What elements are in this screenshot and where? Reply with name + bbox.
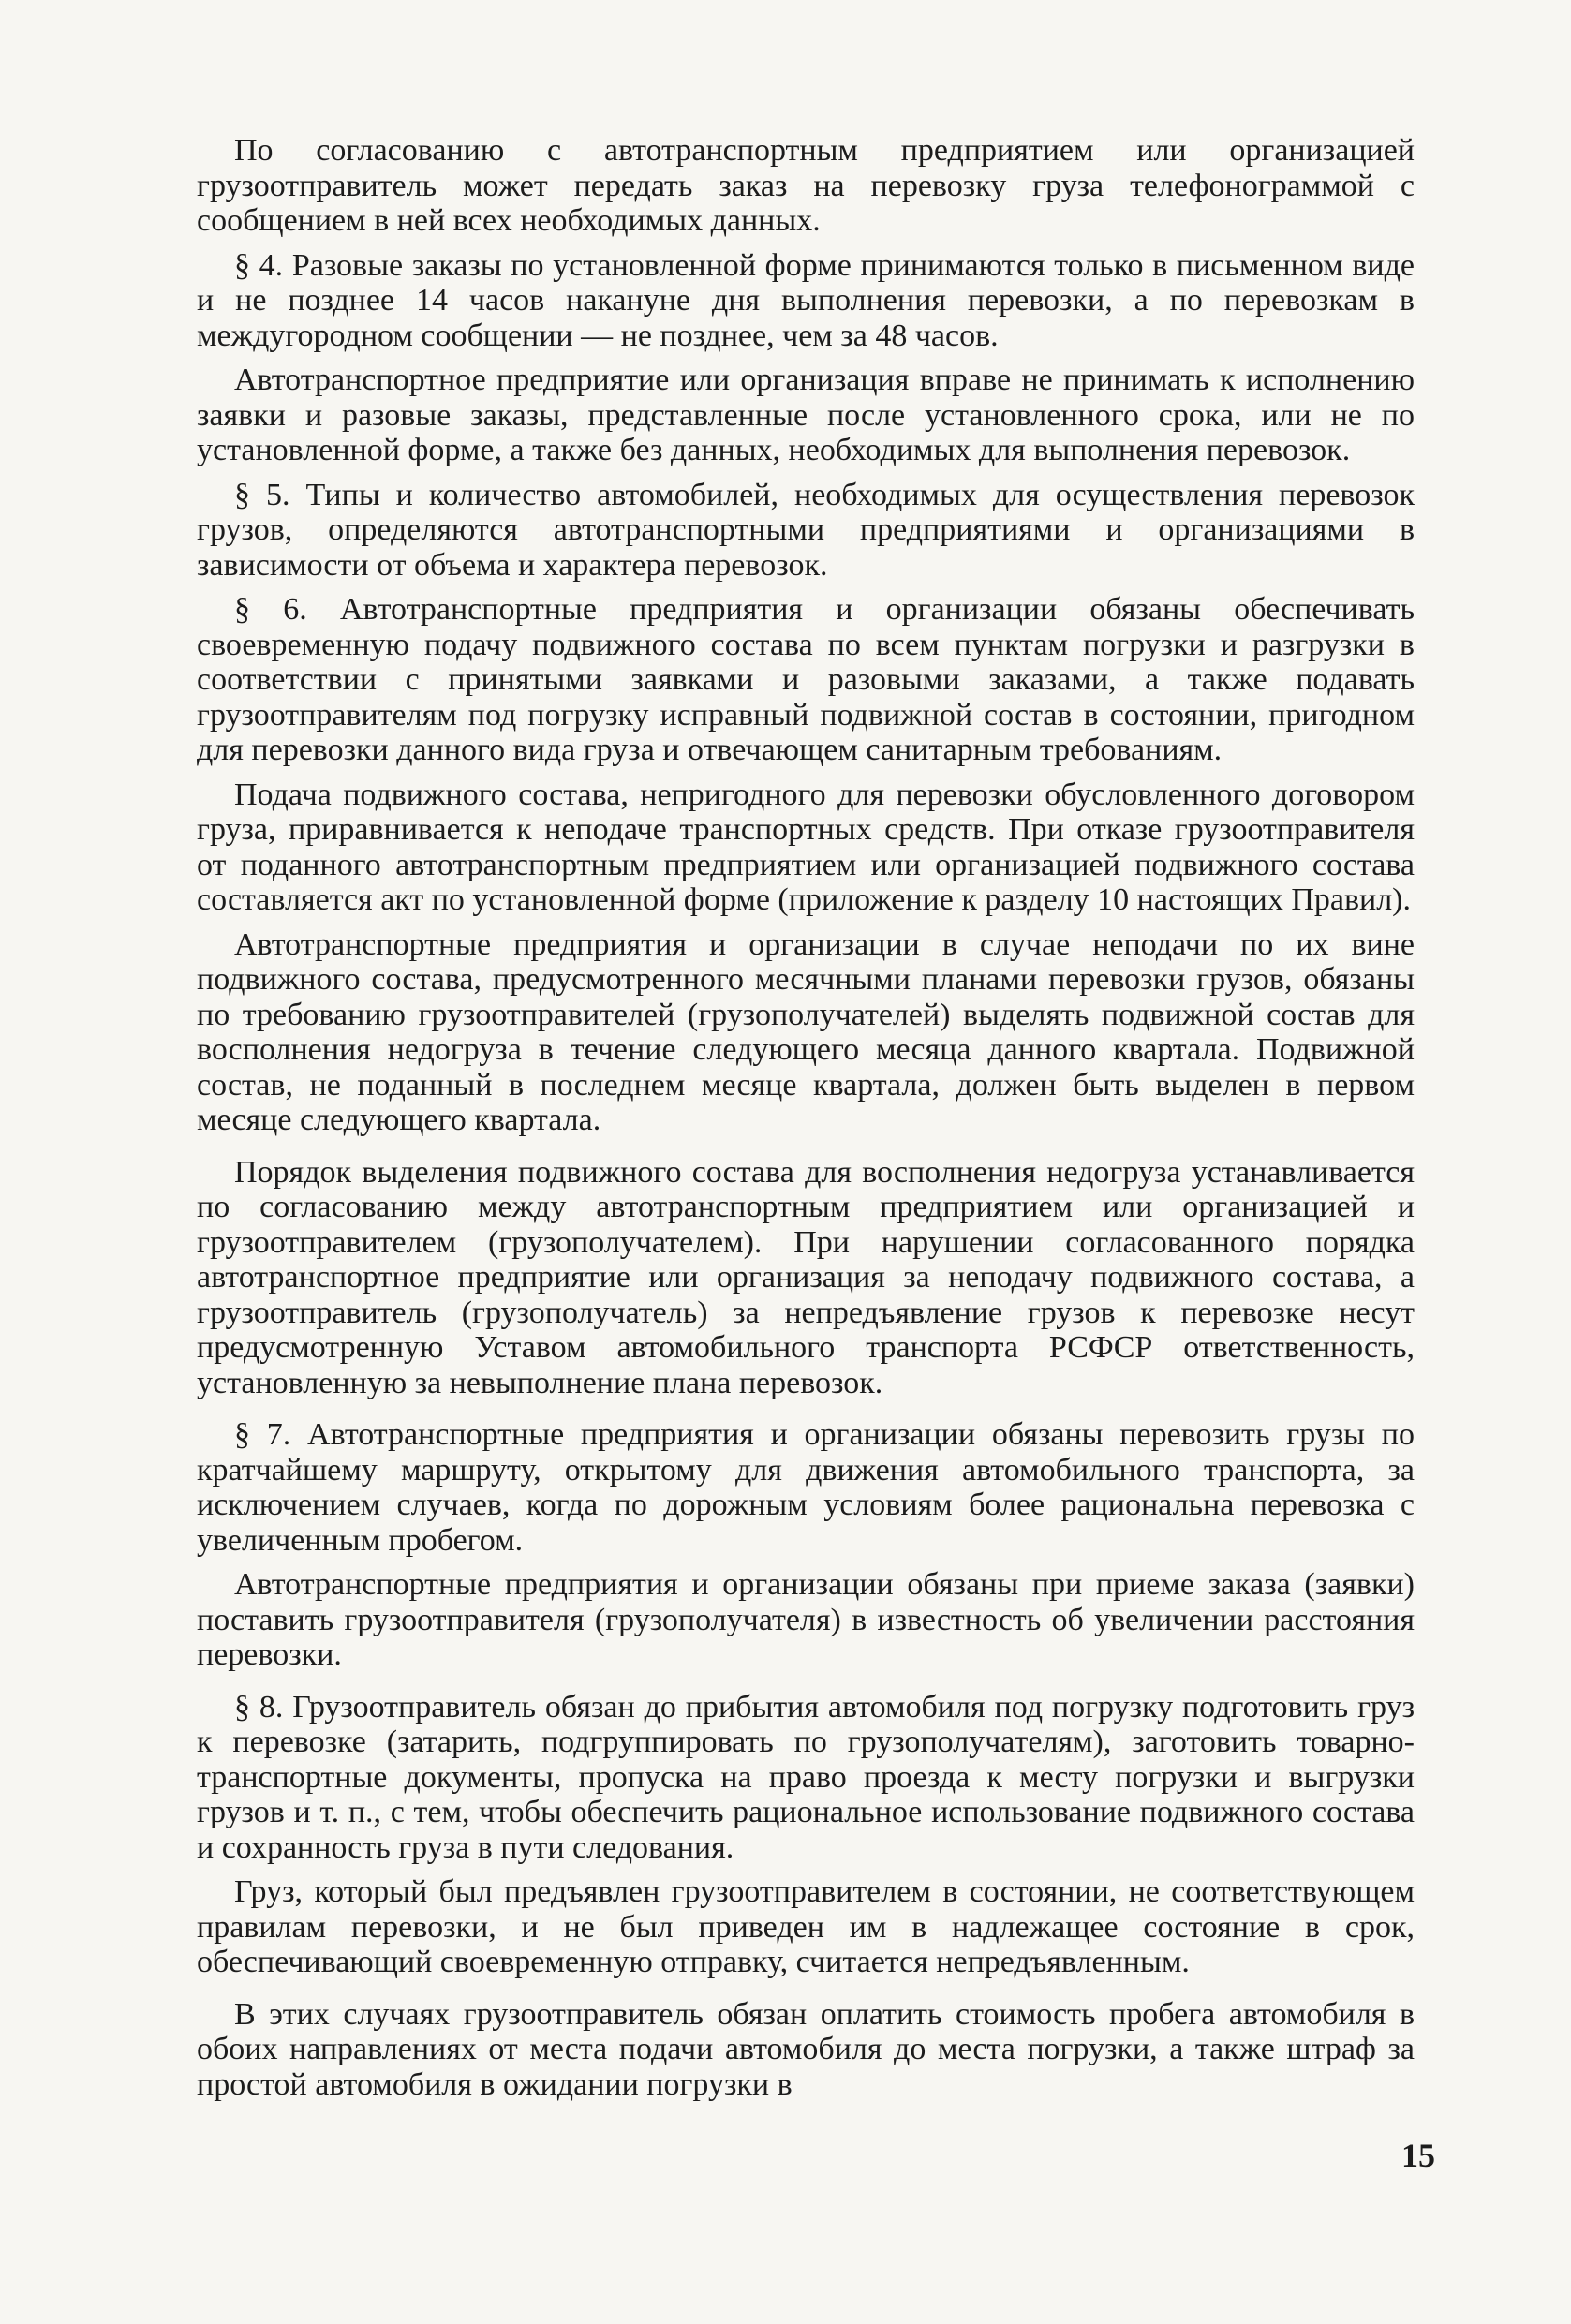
paragraph-non-delivery: Автотранспортные предприятия и организации в случае неподачи по их вине подвижного состава, предусмотренного месячными планами перевозки грузов, обязаны по требованию грузоотправителей (грузополучателей) выделять подвижной состав для восполнения недогруза в течение следующего месяца данного квартала. Подвижной состав, не поданный в последнем месяце квартала, должен быть выделен в первом месяце следующего квартала.	[197, 926, 1415, 1137]
paragraph-payment-obligation: В этих случаях грузоотправитель обязан оплатить стоимость пробега автомобиля в обоих направлениях от места подачи автомобиля до места погрузки, а также штраф за простой автомобиля в ожидании погрузки в	[197, 1996, 1415, 2102]
paragraph-section-6: § 6. Автотранспортные предприятия и организации обязаны обеспечивать своевременную подачу подвижного состава по всем пунктам погрузки и разгрузки в соответствии с принятыми заявками и разовыми заказами, а также подавать грузоотправителям под погрузку исправный подвижной состав в состоянии, пригодном для перевозки данного вида груза и отвечающем санитарным требованиям.	[197, 592, 1415, 767]
page-number: 15	[1401, 2137, 1435, 2174]
paragraph-section-7: § 7. Автотранспортные предприятия и организации обязаны перевозить грузы по кратчайшему маршруту, открытому для движения автомобильного транспорта, за исключением случаев, когда по дорожным условиям более рациональна перевозка с увеличенным пробегом.	[197, 1417, 1415, 1558]
paragraph-allocation-procedure: Порядок выделения подвижного состава для восполнения недогруза устанавливается по согласованию между автотранспортным предприятием или организацией и грузоотправителем (грузополучателем). При нарушении согласованного порядка автотранспортное предприятие или организация за неподачу подвижного состава, а грузоотправитель (грузополучатель) за непредъявление грузов к перевозке несут предусмотренную Уставом автомобильного транспорта РСФСР ответственность, установленную за невыполнение плана перевозок.	[197, 1154, 1415, 1400]
paragraph-refusal-of-orders: Автотранспортное предприятие или организация вправе не принимать к исполнению заявки и разовые заказы, представленные после установленного срока, или не по установленной форме, а также без данных, необходимых для выполнения перевозок.	[197, 363, 1415, 467]
paragraph-section-5: § 5. Типы и количество автомобилей, необходимых для осуществления перевозок грузов, определяются автотранспортными предприятиями и организациями в зависимости от объема и характера перевозок.	[197, 477, 1415, 583]
paragraph-section-8: § 8. Грузоотправитель обязан до прибытия автомобиля под погрузку подготовить груз к перевозке (затарить, подгруппировать по грузополучателям), заготовить товарно-транспортные документы, пропуска на право проезда к месту погрузки и выгрузки грузов и т. п., с тем, чтобы обеспечить рациональное использование подвижного состава и сохранность груза в пути следования.	[197, 1689, 1415, 1865]
paragraph-distance-notice: Автотранспортные предприятия и организации обязаны при приеме заказа (заявки) поставить грузоотправителя (грузополучателя) в известность об увеличении расстояния перевозки.	[197, 1567, 1415, 1672]
document-body	[197, 133, 1415, 2111]
paragraph-unfit-rolling-stock: Подача подвижного состава, непригодного для перевозки обусловленного договором груза, приравнивается к неподаче транспортных средств. При отказе грузоотправителя от поданного автотранспортным предприятием или организацией подвижного состава составляется акт по установленной форме (приложение к разделу 10 настоящих Правил).	[197, 777, 1415, 917]
paragraph-unpresented-cargo: Груз, который был предъявлен грузоотправителем в состоянии, не соответствующем правилам перевозки, и не был приведен им в надлежащее состояние в срок, обеспечивающий своевременную отправку, считается непредъявленным.	[197, 1874, 1415, 1979]
paragraph-telephonogram: По согласованию с автотранспортным предприятием или организацией грузоотправитель может передать заказ на перевозку груза телефонограммой с сообщением в ней всех необходимых данных.	[197, 133, 1415, 238]
paragraph-section-4: § 4. Разовые заказы по установленной форме принимаются только в письменном виде и не позднее 14 часов накануне дня выполнения перевозки, а по перевозкам в междугородном сообщении — не позднее, чем за 48 часов.	[197, 247, 1415, 353]
